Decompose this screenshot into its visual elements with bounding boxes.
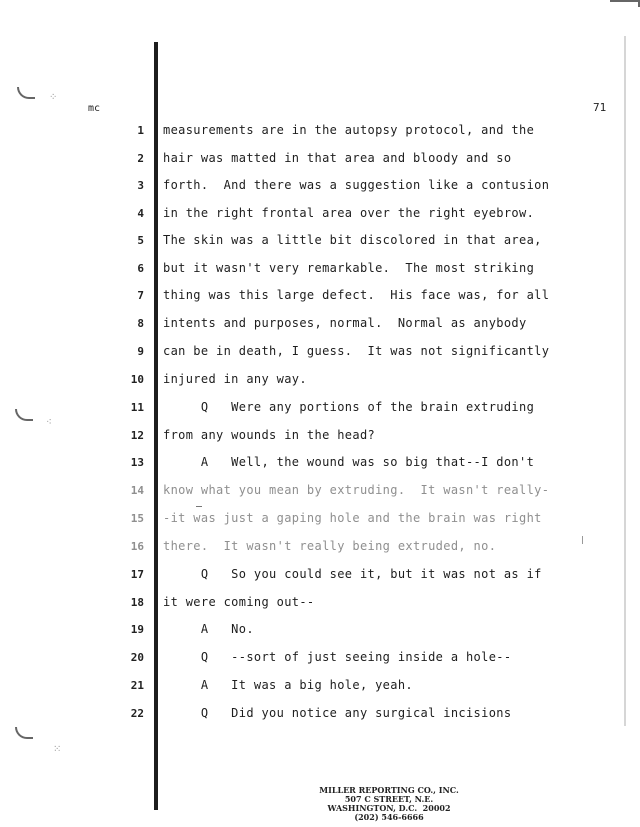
page-corner-mark <box>610 0 640 7</box>
transcript-line: The skin was a little bit discolored in that area, <box>163 233 542 247</box>
line-number: 16 <box>130 540 144 553</box>
reporting-company-footer <box>304 786 474 822</box>
line-number: 5 <box>137 234 144 247</box>
binder-hole-mark-bottom <box>15 727 33 739</box>
transcript-line: know what you mean by extruding. It wasn't really- <box>163 483 550 497</box>
transcript-line: intents and purposes, normal. Normal as anybody <box>163 316 527 330</box>
line-number: 22 <box>130 707 144 720</box>
scan-mark <box>196 506 202 507</box>
line-number: 3 <box>137 179 144 192</box>
scan-speck-icon: ⁙ <box>53 744 62 755</box>
line-number: 18 <box>130 596 144 609</box>
line-number: 4 <box>137 207 144 220</box>
transcript-line: Q Did you notice any surgical incisions <box>163 706 512 720</box>
scan-speck-icon: ⁖ <box>46 417 52 428</box>
footer-street: 507 C STREET, N.E. <box>344 794 434 804</box>
transcript-line: Q So you could see it, but it was not as if <box>163 567 542 581</box>
line-number: 8 <box>137 317 144 330</box>
transcript-line: there. It wasn't really being extruded, no. <box>163 539 497 553</box>
transcript-line: A Well, the wound was so big that--I don't <box>163 455 535 469</box>
line-number: 13 <box>130 456 144 469</box>
binder-hole-mark-middle <box>15 409 33 421</box>
left-margin-rule <box>154 42 158 810</box>
line-number: 9 <box>137 345 144 358</box>
footer-phone: (202) 546-6666 <box>354 812 424 822</box>
line-number: 21 <box>130 679 144 692</box>
scan-mark <box>582 536 583 544</box>
reporter-initials: mc <box>88 103 101 114</box>
transcript-line: -it was just a gaping hole and the brain was right <box>163 511 542 525</box>
line-number: 20 <box>130 651 144 664</box>
line-number: 6 <box>137 262 144 275</box>
scan-speck-icon: ⁘ <box>49 92 58 103</box>
transcript-line: injured in any way. <box>163 372 307 386</box>
line-number: 12 <box>130 429 144 442</box>
transcript-line: it were coming out-- <box>163 595 315 609</box>
transcript-line: but it wasn't very remarkable. The most striking <box>163 261 535 275</box>
line-number: 7 <box>137 289 144 302</box>
right-margin-rule <box>624 36 626 726</box>
transcript-line: hair was matted in that area and bloody and so <box>163 151 512 165</box>
line-number: 11 <box>130 401 144 414</box>
line-number: 14 <box>130 484 144 497</box>
page-number: 71 <box>593 101 607 114</box>
transcript-line: measurements are in the autopsy protocol, and the <box>163 123 535 137</box>
line-number: 1 <box>137 124 144 137</box>
transcript-line: in the right frontal area over the right eyebrow. <box>163 206 535 220</box>
binder-hole-mark-top <box>17 87 35 99</box>
line-number: 10 <box>130 373 144 386</box>
line-number: 17 <box>130 568 144 581</box>
transcript-line: Q Were any portions of the brain extruding <box>163 400 535 414</box>
transcript-line: forth. And there was a suggestion like a contusion <box>163 178 550 192</box>
transcript-line: thing was this large defect. His face was, for all <box>163 288 550 302</box>
transcript-line: A No. <box>163 622 254 636</box>
footer-city: WASHINGTON, D.C. 20002 <box>327 803 451 813</box>
footer-company-name: MILLER REPORTING CO., INC. <box>319 785 459 795</box>
transcript-line: from any wounds in the head? <box>163 428 376 442</box>
transcript-line: can be in death, I guess. It was not significantly <box>163 344 550 358</box>
line-number: 19 <box>130 623 144 636</box>
transcript-line: Q --sort of just seeing inside a hole-- <box>163 650 512 664</box>
transcript-line: A It was a big hole, yeah. <box>163 678 413 692</box>
line-number: 2 <box>137 152 144 165</box>
line-number: 15 <box>130 512 144 525</box>
